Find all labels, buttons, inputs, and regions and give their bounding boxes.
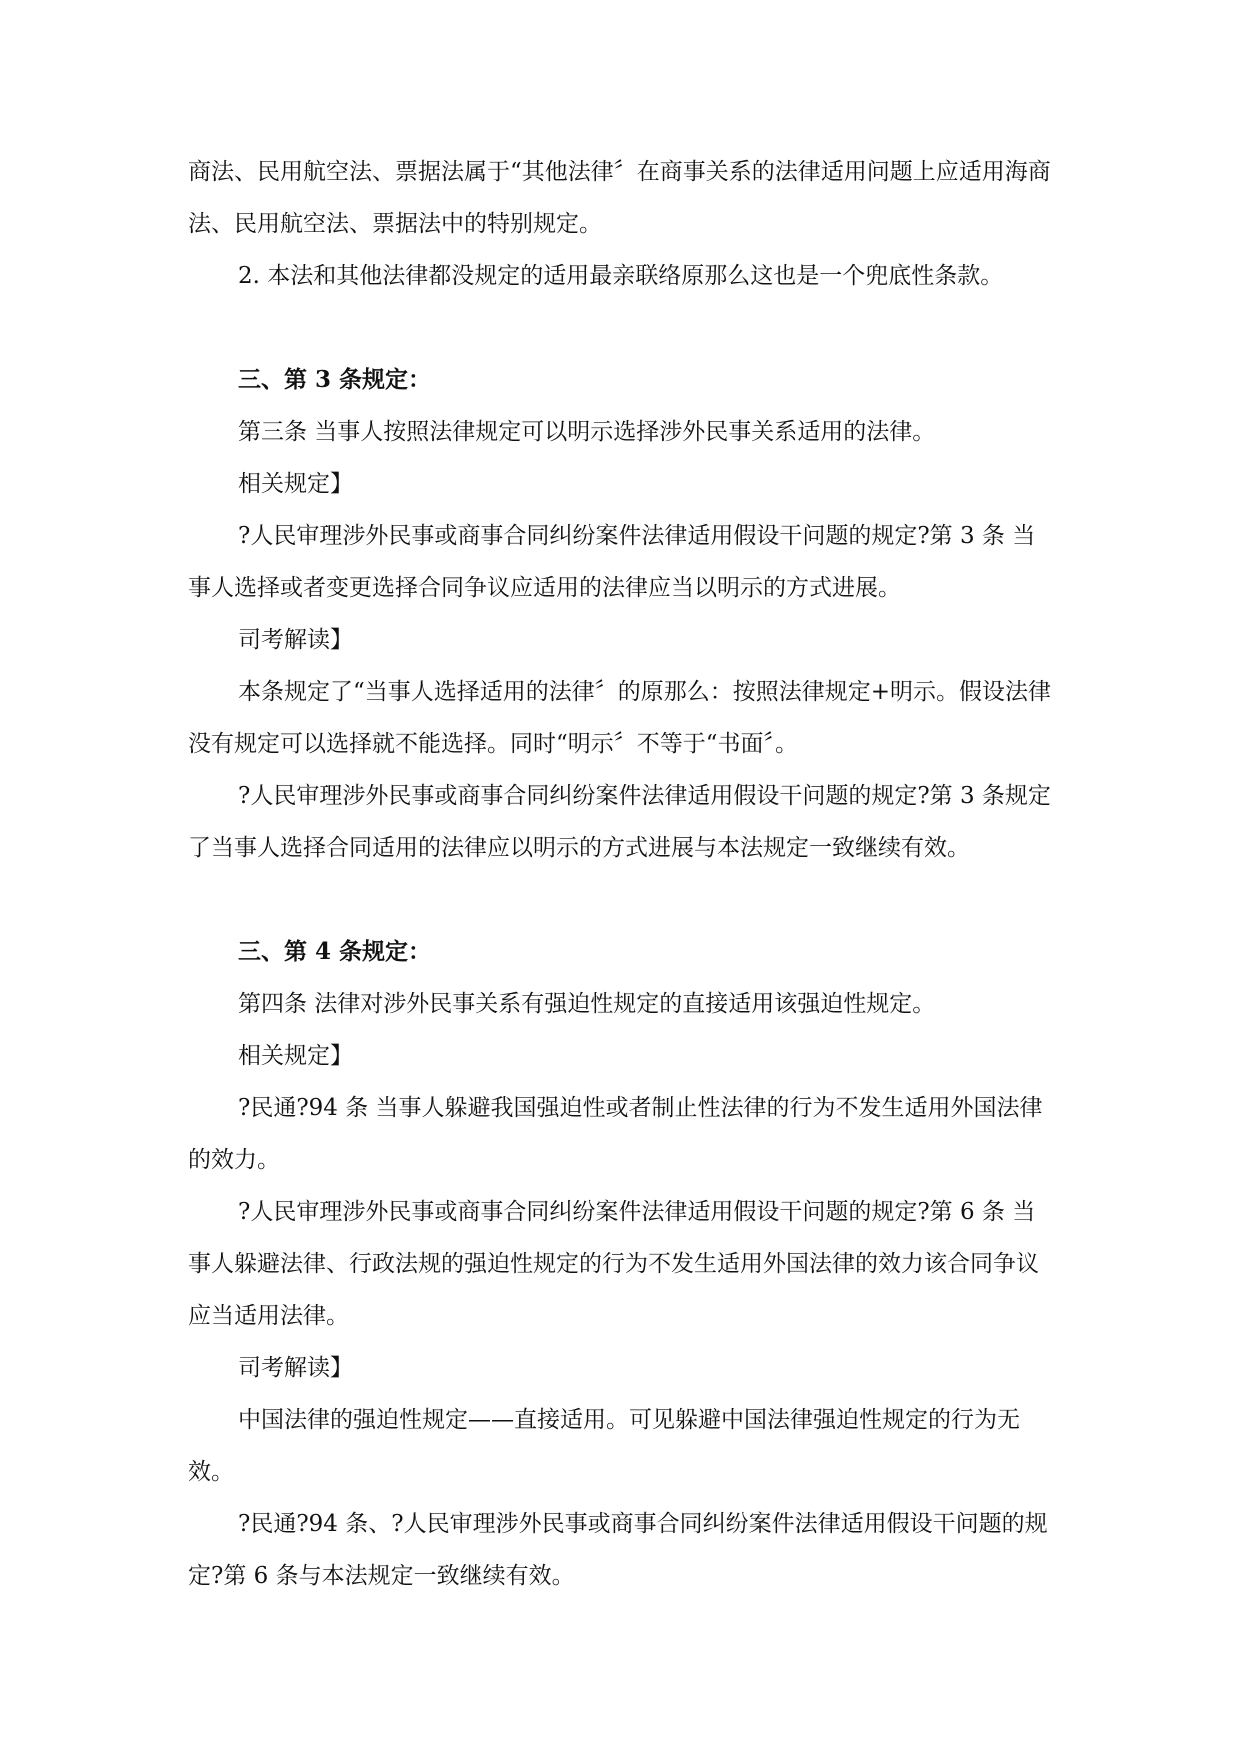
article-3-text: 第三条 当事人按照法律规定可以明示选择涉外民事关系适用的法律。 — [238, 419, 936, 445]
related-provisions-label: 相关规定】 — [238, 471, 353, 497]
interpretation-consistency-text: ?民通?94 条、?人民审理涉外民事或商事合同纠纷案件法律适用假设干问题的规定?第 6 条与本法规定一致继续有效。 — [188, 1511, 1048, 1589]
interpretation-text: 中国法律的强迫性规定——直接适用。可见躲避中国法律强迫性规定的行为无效。 — [188, 1407, 1020, 1485]
related-provisions-label: 相关规定】 — [238, 1043, 353, 1069]
article-4-text: 第四条 法律对涉外民事关系有强迫性规定的直接适用该强迫性规定。 — [238, 991, 936, 1017]
section-heading-article-4: 三、第 4 条规定： — [238, 938, 432, 965]
section-heading-article-3: 三、第 3 条规定： — [238, 366, 432, 393]
paragraph-closest-connection: 2. 本法和其他法律都没规定的适用最亲联络原那么这也是一个兜底性条款。 — [238, 263, 1004, 289]
paragraph-special-rules: 商法、民用航空法、票据法属于“其他法律〞在商事关系的法律适用问题上应适用海商法、民用航空法、票据法中的特别规定。 — [188, 159, 1051, 237]
interpretation-consistency-text: ?人民审理涉外民事或商事合同纠纷案件法律适用假设干问题的规定?第 3 条规定了当事人选择合同适用的法律应以明示的方式进展与本法规定一致继续有效。 — [188, 783, 1051, 861]
exam-interpretation-label: 司考解读】 — [238, 1355, 353, 1381]
document-page — [188, 146, 1058, 1602]
related-provision-text: ?人民审理涉外民事或商事合同纠纷案件法律适用假设干问题的规定?第 3 条 当事人选择或者变更选择合同争议应适用的法律应当以明示的方式进展。 — [188, 523, 1036, 601]
interpretation-text: 本条规定了“当事人选择适用的法律〞的原那么：按照法律规定+明示。假设法律没有规定可以选择就不能选择。同时“明示〞不等于“书面〞。 — [188, 679, 1052, 757]
exam-interpretation-label: 司考解读】 — [238, 627, 353, 653]
related-provision-text: ?人民审理涉外民事或商事合同纠纷案件法律适用假设干问题的规定?第 6 条 当事人躲避法律、行政法规的强迫性规定的行为不发生适用外国法律的效力该合同争议应当适用法律。 — [188, 1199, 1039, 1329]
related-provision-text: ?民通?94 条 当事人躲避我国强迫性或者制止性法律的行为不发生适用外国法律的效力。 — [188, 1095, 1043, 1173]
